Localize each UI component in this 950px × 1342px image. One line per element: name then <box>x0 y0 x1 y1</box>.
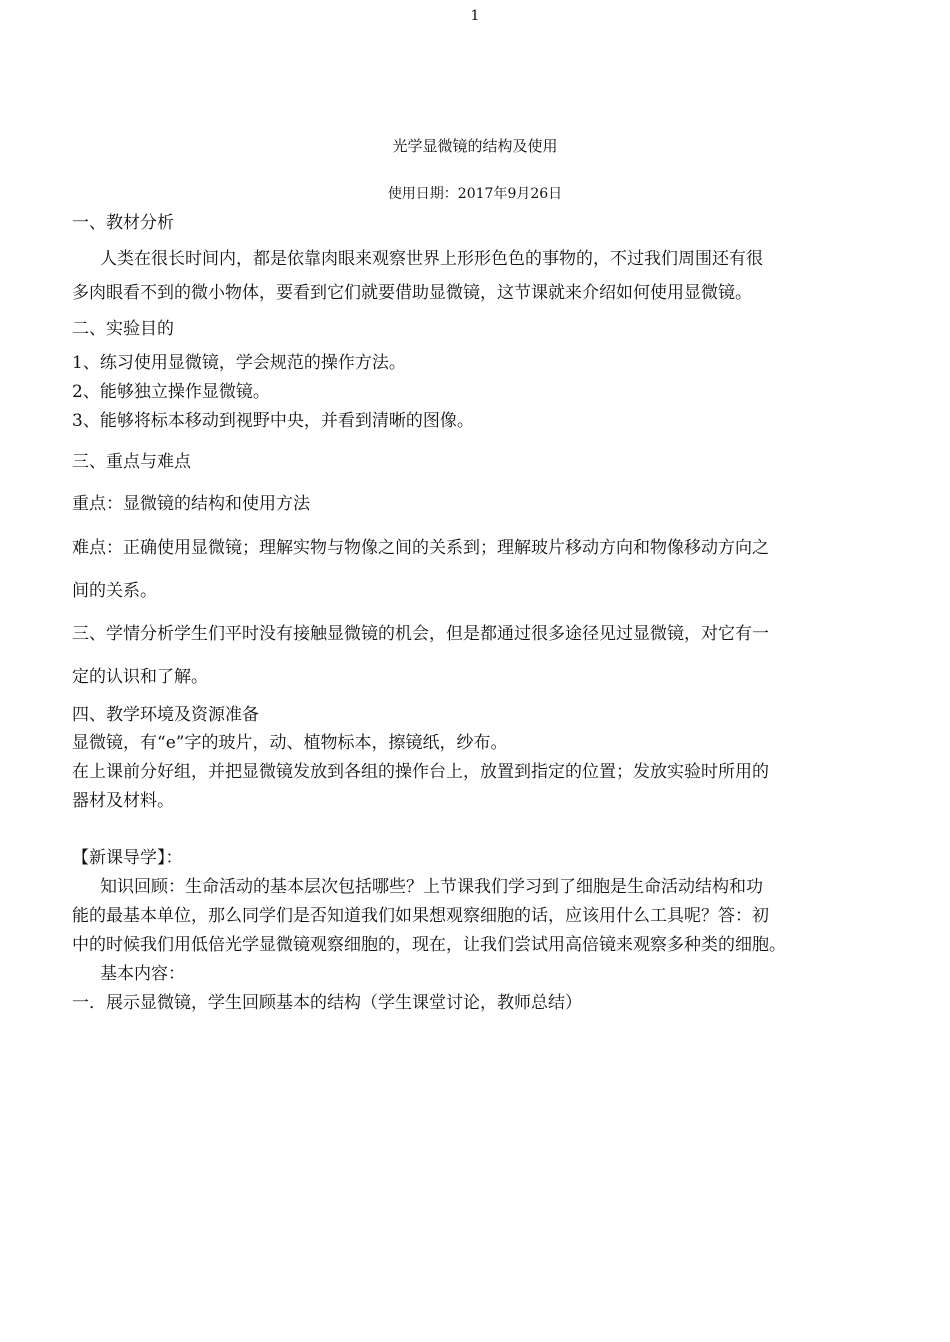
section-heading-new-lesson: 【新课导学】： <box>72 848 183 868</box>
resource-line: 器材及材料。 <box>72 791 174 811</box>
section-heading-objectives: 二、实验目的 <box>72 319 174 339</box>
paragraph-line: 人类在很长时间内，都是依靠肉眼来观察世界上形形色色的事物的，不过我们周围还有很 <box>100 249 763 269</box>
list-item: 2、能够独立操作显微镜。 <box>72 382 270 402</box>
paragraph-line: 多肉眼看不到的微小物体，要看到它们就要借助显微镜，这节课就来介绍如何使用显微镜。 <box>72 283 752 303</box>
list-item: 1、练习使用显微镜，学会规范的操作方法。 <box>72 353 406 373</box>
paragraph-line: 能的最基本单位，那么同学们是否知道我们如果想观察细胞的话，应该用什么工具呢？答：初 <box>72 906 769 926</box>
paragraph-line: 知识回顾：生命活动的基本层次包括哪些？上节课我们学习到了细胞是生命活动结构和功 <box>100 877 763 897</box>
section-heading-materials-analysis: 一、教材分析 <box>72 213 174 233</box>
paragraph-line: 中的时候我们用低倍光学显微镜观察细胞的，现在，让我们尝试用高倍镜来观察多种类的细胞。 <box>72 935 786 955</box>
difficulty-line: 难点：正确使用显微镜；理解实物与物像之间的关系到；理解玻片移动方向和物像移动方向之 <box>72 538 769 558</box>
resource-line: 在上课前分好组，并把显微镜发放到各组的操作台上，放置到指定的位置；发放实验时所用的 <box>72 762 769 782</box>
list-item: 3、能够将标本移动到视野中央，并看到清晰的图像。 <box>72 411 474 431</box>
key-point-line: 重点：显微镜的结构和使用方法 <box>72 494 310 514</box>
learner-analysis-line: 定的认识和了解。 <box>72 667 208 687</box>
difficulty-line: 间的关系。 <box>72 581 157 601</box>
learner-analysis-line: 三、学情分析学生们平时没有接触显微镜的机会，但是都通过很多途径见过显微镜，对它有一 <box>72 624 769 644</box>
resource-line: 显微镜，有“e”字的玻片，动、植物标本，擦镜纸，纱布。 <box>72 733 508 753</box>
section-heading-key-points: 三、重点与难点 <box>72 452 191 472</box>
page-number: 1 <box>470 8 480 24</box>
document-title: 光学显微镜的结构及使用 <box>392 137 558 155</box>
list-item: 一．展示显微镜，学生回顾基本的结构（学生课堂讨论，教师总结） <box>72 993 582 1013</box>
section-heading-resources: 四、教学环境及资源准备 <box>72 705 259 725</box>
basic-content-label: 基本内容： <box>100 964 185 984</box>
usage-date: 使用日期：2017年9月26日 <box>387 186 563 202</box>
